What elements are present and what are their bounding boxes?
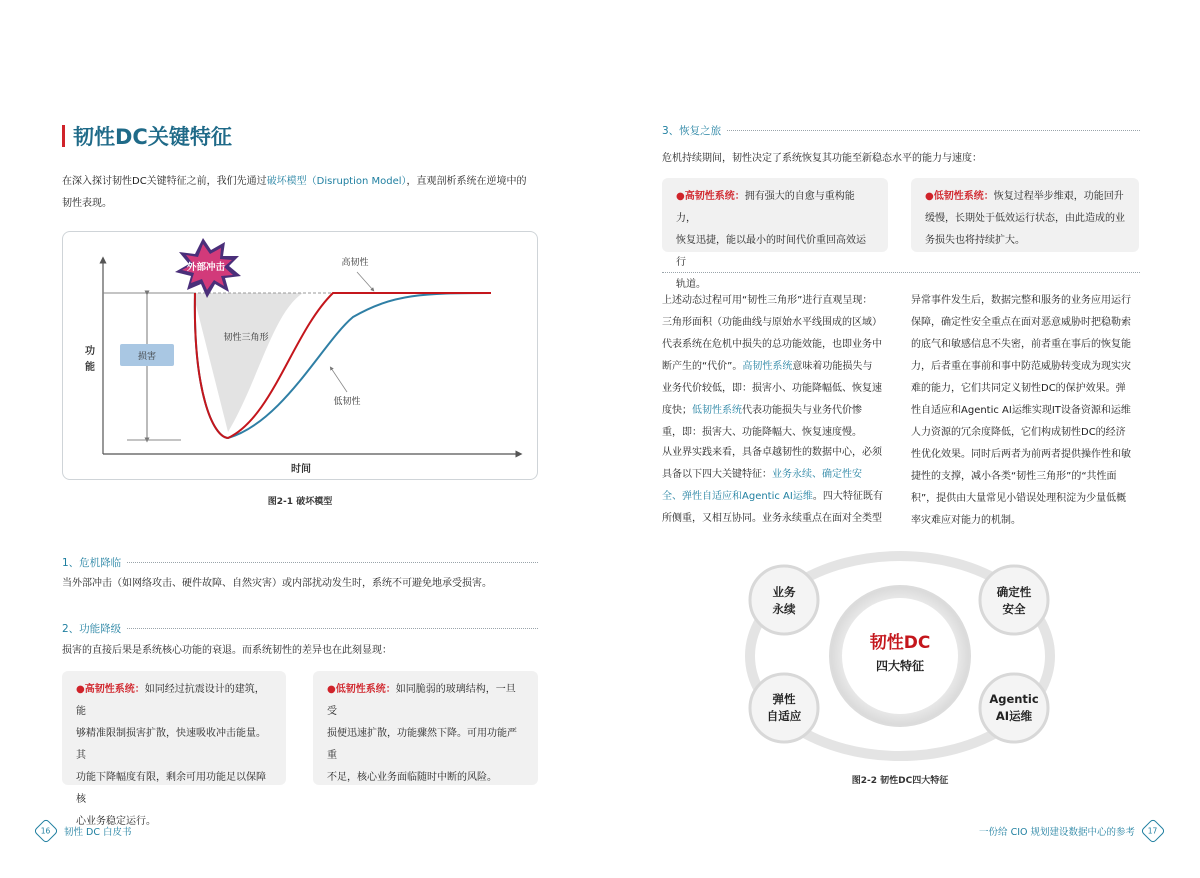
card-low-resilience-degradation: ●低韧性系统：如同脆弱的玻璃结构，一旦受 损便迅速扩散，功能骤然下降。可用功能严重 不足，核心业务面临随时中断的风险。 [313, 671, 538, 785]
feature-deterministic-security [980, 566, 1048, 634]
external-shock-label: 外部冲击 [186, 262, 226, 273]
section-heading-1: 1、危机降临 [62, 555, 538, 570]
page-number-badge: 17 [1140, 818, 1165, 843]
damage-label: 损害 [137, 352, 157, 362]
section-text-2: 损害的直接后果是系统核心功能的衰退。而系统韧性的差异也在此刻显现： [62, 645, 392, 656]
features-paragraph-continued: 异常事件发生后，数据完整和服务的业务应用运行 保障，确定性安全重点在面对恶意威胁时把稳勒索 的底气和敏感信息不失密，前者重在事后的恢复能 力，后者重在事前和事中防范威胁转变成为现实灾 难的能力，它们共同定义韧性DC的保护效果。弹 性自适应和Agentic AI运维实现IT设备资源和运维 人力资源的冗余度降低，它们构成韧性DC的经济 性优化效果。同时后两者为前两者提供操作性和敏 捷性的支撑，减小各类“韧性三角形”的“共性面 积”，提供由大量常见小错误处理积淀为少量低概 率灾难应对能力的机制。 [911, 295, 1131, 526]
features-paragraph: 从业界实践来看，具备卓越韧性的数据中心，必须 具备以下四大关键特征：业务永续、确定性安 全、弹性自适应和Agentic AI运维。四大特征既有 所侧重，又相互协同。业务永续重点在面对全类型 [662, 447, 883, 524]
disruption-model-link: 破坏模型（Disruption Model） [266, 176, 407, 187]
page-number-badge: 16 [33, 818, 58, 843]
svg-text:Agentic: Agentic [989, 692, 1039, 706]
svg-text:弹性: 弹性 [772, 692, 796, 706]
high-resilience-label: 高韧性 [341, 258, 369, 268]
svg-text:业务: 业务 [772, 585, 796, 599]
card-low-resilience-recovery: ●低韧性系统：恢复过程举步维艰，功能回升 缓慢，长期处于低效运行状态，由此造成的业 务损失也将持续扩大。 [911, 178, 1139, 252]
feature-business-continuity [750, 566, 818, 634]
svg-text:安全: 安全 [1002, 602, 1026, 616]
card-high-resilience-degradation: ●高韧性系统：如同经过抗震设计的建筑，能 够精准限制损害扩散，快速吸收冲击能量。其 功能下降幅度有限，剩余可用功能足以保障核 心业务稳定运行。 [62, 671, 286, 785]
svg-text:自适应: 自适应 [766, 709, 802, 723]
svg-text:永续: 永续 [772, 602, 796, 616]
x-axis-label: 时间 [291, 464, 311, 475]
section-text-3: 危机持续期间，韧性决定了系统恢复其功能至新稳态水平的能力与速度： [662, 153, 982, 164]
y-axis-label-1: 功 [85, 346, 95, 357]
left-footer: 16 韧性 DC 白皮书 [37, 822, 132, 840]
disruption-model-figure [62, 231, 538, 480]
section-heading-3: 3、恢复之旅 [662, 123, 1140, 138]
title-bar [62, 125, 65, 147]
center-subtitle: 四大特征 [875, 659, 925, 673]
section-divider [662, 272, 1140, 273]
y-axis-label-2: 能 [85, 362, 95, 373]
card-high-resilience-recovery: ●高韧性系统：拥有强大的自愈与重构能力， 恢复迅捷，能以最小的时间代价重回高效运行 轨道。 [662, 178, 888, 252]
right-footer: 一份给 CIO 规划建设数据中心的参考 17 [960, 822, 1162, 840]
low-resilience-pointer [331, 368, 347, 392]
feature-elastic-adaptive [750, 674, 818, 742]
section-heading-2: 2、功能降级 [62, 621, 538, 636]
low-resilience-label: 低韧性 [333, 397, 361, 407]
intro-paragraph: 在深入探讨韧性DC关键特征之前，我们先通过破坏模型（Disruption Model），直观剖析系统在逆境中的 韧性表现。 [62, 176, 527, 209]
page-title: 韧性DC关键特征 [62, 121, 232, 151]
svg-text:确定性: 确定性 [996, 585, 1032, 599]
svg-text:AI运维: AI运维 [995, 709, 1033, 723]
section-text-1: 当外部冲击（如网络攻击、硬件故障、自然灾害）或内部扰动发生时，系统不可避免地承受损害。 [62, 578, 492, 589]
feature-agentic-ai-ops [980, 674, 1048, 742]
triangle-paragraph: 上述动态过程可用“韧性三角形”进行直观呈现： 三角形面积（功能曲线与原始水平线围成的区域） 代表系统在危机中损失的总功能效能，也即业务中 断产生的“代价”。高韧性系统意味着功能损失与 业务代价较低，即：损害小、功能降幅低、恢复速 度快；低韧性系统代表功能损失与业务代价惨 重，即：损害大、功能降幅大、恢复速度慢。 [662, 295, 882, 438]
figure-caption-2-1: 图2-1 破坏模型 [267, 497, 333, 507]
four-features-diagram [730, 548, 1070, 764]
high-resilience-pointer [357, 272, 373, 290]
triangle-label: 韧性三角形 [223, 333, 269, 343]
center-title: 韧性DC [869, 633, 931, 653]
disruption-model-chart [63, 232, 539, 481]
figure-caption-2-2: 图2-2 韧性DC四大特征 [851, 776, 949, 786]
